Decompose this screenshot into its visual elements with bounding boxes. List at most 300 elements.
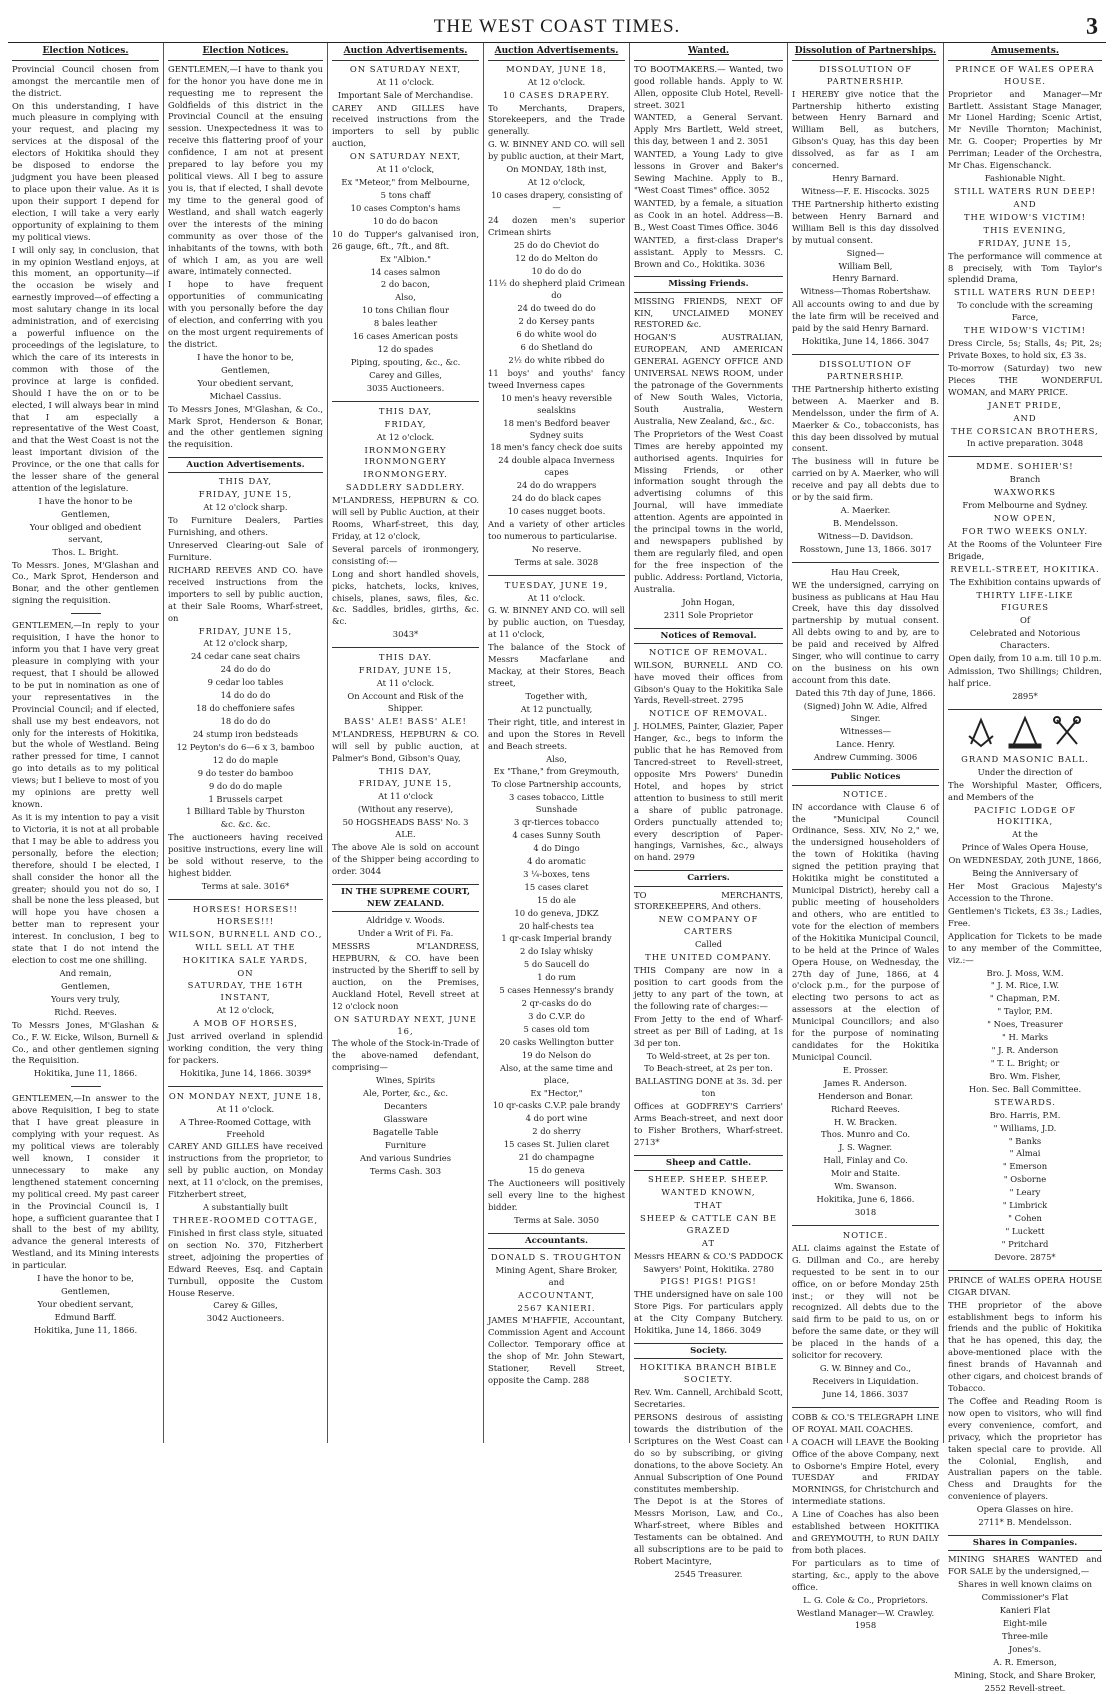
advert-line: A COACH will LEAVE the Booking Office of the above Company, next to Osborne's Empire Hotel, every TUESDAY and FRIDAY MORNINGS, for Christchurch and intermediate stations.	[792, 1436, 939, 1507]
advert-line: 2711* B. Mendelsson.	[978, 1517, 1072, 1528]
advert-line: THIRTY LIFE-LIKE	[976, 589, 1074, 600]
advert-line: 6 do white wool do	[516, 329, 597, 340]
advert-line: Finished in first class style, situated on section No. 370, Fitzherbert street, adjoining the properties of Edward Reeves, Esq. and Captain Turnbull, opposite the Custom House Reserve.	[168, 1227, 323, 1298]
advert-line: " H. Marks	[1001, 1032, 1049, 1043]
advert-line: A. Maerker.	[840, 505, 891, 516]
advert-line: At 11 o'clock.	[216, 1103, 275, 1114]
advert-line: At 12 o'clock.	[527, 76, 586, 87]
advert-line: THIS DAY,	[378, 405, 433, 416]
column-election-notices-2	[164, 43, 328, 1443]
advert-line: IRONMONGERY.	[363, 469, 448, 480]
advert-line: " Almai	[1009, 1148, 1041, 1159]
advert-line: Kanieri Flat	[999, 1604, 1051, 1615]
advert-line: 15 cases St. Julien claret	[503, 1139, 610, 1150]
advert	[488, 64, 625, 569]
advert	[634, 1362, 783, 1581]
advert-line: At 12 o'clock.	[376, 431, 435, 442]
advert-line: Shares in well known claims on	[957, 1579, 1093, 1590]
advert-line: TO BOOTMAKERS.— Wanted, two good rollable hands. Apply to W. Allen, opposite Club Hotel, Revell-street. 3021	[634, 63, 783, 110]
advert-line: Long and short handled shovels, picks, hatchets, locks, knives, chisels, planes, saws, files, &c. &c. Saddles, bridles, girths, &c. &c.	[332, 568, 479, 627]
section-heading: Notices of Removal.	[634, 628, 783, 644]
advert-line: NOW OPEN,	[993, 513, 1057, 524]
section-heading: IN THE SUPREME COURT, NEW ZEALAND.	[332, 884, 479, 912]
advert-line: 21 do champagne	[518, 1152, 595, 1163]
advert-line: The Coffee and Reading Room is now open to visitors, who will find every convenience, comfort, and privacy, which the proprietor has taken special care to provide. All the Colonial, English, and Australian papers on the table. Chess and Draughts for the convenience of players.	[948, 1395, 1102, 1502]
advert-line: At 12 o'clock,	[527, 177, 586, 188]
advert-line: 2311 Sole Proprietor	[663, 609, 754, 620]
advert-line: Michael Cassius.	[209, 390, 282, 401]
advert-line: THE undersigned have on sale 100 Store Pigs. For particulars apply at the City Company Butchery. Hokitika, June 14, 1866. 3049	[634, 1289, 783, 1336]
advert-line: To conclude with the screaming Farce,	[957, 300, 1093, 323]
advert-line: Application for Tickets to be made to any member of the Committee, viz.:—	[948, 930, 1102, 965]
advert-line: FRIDAY, JUNE 15,	[198, 625, 293, 636]
column-election-notices-1	[8, 43, 164, 1443]
advert-line: G. W. BINNEY AND CO. will sell by public auction, at their Mart,	[488, 139, 625, 162]
advert-line: M'LANDRESS, HEPBURN & CO. will sell by public auction, at Palmer's Bond, Gibson's Quay,	[332, 728, 479, 763]
advert-line: From Jetty to the end of Wharf-street as per Bill of Lading, at 1s 3d per ton.	[634, 1013, 783, 1048]
advert-line: 2552 Revell-street.	[984, 1682, 1066, 1693]
advert-line: Ex "Hector,"	[530, 1087, 583, 1098]
section-heading: Missing Friends.	[634, 276, 783, 292]
advert-line: Under the direction of	[977, 766, 1073, 777]
advert-line: Ex "Albion."	[379, 253, 432, 264]
advert-line: Hokitika, June 14, 1866. 3047	[801, 336, 930, 347]
advert-line: Ex "Meteor," from Melbourne,	[341, 177, 470, 188]
advert-line: " Luckett	[1005, 1225, 1045, 1236]
advert-line: Eight-mile	[1003, 1617, 1047, 1628]
advert-line: Hall, Finlay and Co.	[823, 1155, 908, 1166]
advert-line: FRIDAY, JUNE 15,	[358, 665, 453, 676]
advert-line: THE WIDOW'S VICTIM!	[963, 325, 1087, 336]
advert-line: 24 do do wrappers	[516, 480, 597, 491]
advert-line: HOKITIKA BRANCH BIBLE SOCIETY.	[639, 1362, 778, 1385]
advert-line: ON SATURDAY NEXT,	[349, 151, 462, 162]
advert-line: 3043*	[392, 629, 419, 640]
advert-line: Also,	[395, 292, 416, 303]
advert-line: JANET PRIDE,	[988, 399, 1062, 410]
advert-line: A Line of Coaches has also been established between HOKITIKA and GREYMOUTH, to RUN DAILY from both places.	[792, 1509, 939, 1555]
advert-line: THIS DAY,	[218, 476, 273, 487]
masonic-emblems	[965, 714, 1085, 750]
advert	[12, 1093, 159, 1336]
advert-line: Gentlemen,	[61, 508, 110, 519]
advert-line: HOGAN'S AUSTRALIAN, EUROPEAN, AND AMERICAN GENERAL AGENCY OFFICE AND UNIVERSAL NEWS ROOM, under the patronage of the Governments of New South Wales, Victoria, South Australia, Western Australia, New Zealand, &c., &c.	[634, 332, 783, 426]
advert-line: The auctioneers having received positive instructions, every line will be sold without reserve, to the highest bidder.	[168, 832, 323, 879]
advert-line: Terms at sale. 3016*	[201, 880, 290, 891]
advert	[948, 1275, 1102, 1529]
advert-line: Mining Agent, Share Broker, and	[495, 1264, 618, 1287]
advert-line: On this understanding, I have much pleasure in complying with your request, and placing my services at the disposal of the electors of Hokitika should they be disposed to endorse the judgment you have been pleased to place upon their value. As it is upon their support I depend for election, I will take a very early opportunity of explaining to them my political views.	[12, 100, 159, 242]
advert-line: At 12 o'clock,	[216, 1005, 275, 1016]
masonic-crossed-keys-icon	[1054, 717, 1080, 744]
advert-line: Being the Anniversary of	[972, 868, 1078, 879]
advert	[634, 890, 783, 1149]
advert-line: E. Prosser.	[842, 1064, 889, 1075]
advert-line: STILL WATERS RUN DEEP!	[954, 287, 1096, 298]
advert-line: 5 cases Hennessy's brandy	[499, 985, 614, 996]
advert	[948, 1554, 1102, 1694]
advert-line: Under a Writ of Fi. Fa.	[357, 928, 454, 939]
advert-line: 18 men's Bedford beaver Sydney suits	[503, 417, 610, 440]
advert	[634, 647, 783, 865]
advert-line: 24 stump iron bedsteads	[192, 728, 299, 739]
advert-line: PERSONS desirous of assisting towards the distribution of the Scriptures on the West Coast can do so by subscribing, or giving donations, to the above Society. An Annual Subscription of One Pound constitutes membership.	[634, 1411, 783, 1494]
advert-line: Signed—	[846, 247, 885, 258]
advert-line: SATURDAY, THE 16TH INSTANT,	[187, 980, 304, 1003]
advert-line: " Pritchard	[1001, 1238, 1049, 1249]
advert-line: 9 do do do maple	[208, 780, 283, 791]
advert-line: No reserve.	[531, 543, 582, 554]
advert-line: Carey & Gilles,	[213, 1300, 278, 1311]
masonic-temple-arch-icon	[1009, 718, 1041, 748]
advert-line: WILSON, BURNELL AND CO.,	[168, 928, 323, 939]
advert-line: Moir and Staite.	[830, 1168, 901, 1179]
advert-line: Ex "Thane," from Greymouth,	[493, 766, 620, 777]
advert-line: And remain,	[59, 967, 112, 978]
advert-line: SHEEP. SHEEP. SHEEP.	[648, 1174, 769, 1185]
advert-line: Andrew Cumming. 3006	[813, 751, 918, 762]
advert-line: FRIDAY, JUNE 15,	[358, 778, 453, 789]
advert-line: On WEDNESDAY, 20th JUNE, 1866,	[948, 855, 1102, 866]
advert-line: 10 CASES DRAPERY.	[502, 89, 610, 100]
advert-line: " T. L. Bright; or	[990, 1057, 1060, 1068]
advert-line: (Signed) John W. Adie, Alfred Singer.	[803, 700, 928, 723]
advert-line: 24 do do black capes	[511, 493, 602, 504]
advert-line: Fashionable Night.	[984, 173, 1066, 184]
advert	[332, 915, 479, 1177]
advert-line: GENTLEMEN,—I have to thank you for the honor you have done me in requesting me to represent the Goldfields of this district in the Provincial Council at the ensuing session. Unexpectedness it was to receive this flattering proof of your confidence, I am not at present prepared to lay before you my political views. All I beg to assure you is, that if elected, I shall devote my time to the general good of Westland, and shall watch eagerly over the interests of the mining community as over those of the inhabitants of the towns, with both of which I am, as you are well aware, intimately connected.	[168, 63, 323, 277]
advert-line: William Bell,	[838, 260, 893, 271]
column-heading: Dissolution of Partnerships.	[792, 43, 939, 61]
advert-line: 11½ do shepherd plaid Crimean do	[488, 278, 625, 301]
column-auction-1	[328, 43, 484, 1443]
advert-line: A. R. Emerson,	[993, 1656, 1057, 1667]
advert-line: 10 do do bacon	[373, 215, 438, 226]
advert-line: Her Most Gracious Majesty's Accession to the Throne.	[948, 881, 1102, 903]
advert-line: Richd. Reeves.	[54, 1006, 117, 1017]
advert-line: ON SATURDAY NEXT, JUNE 16,	[334, 1013, 477, 1036]
advert-line: Thos. Munro and Co.	[820, 1129, 911, 1140]
advert-line: Wm. Swanson.	[834, 1181, 897, 1192]
advert-line: NOTICE OF REMOVAL.	[648, 646, 769, 657]
advert-line: 2545 Treasurer.	[674, 1568, 743, 1579]
advert-line: HORSES! HORSES!! HORSES!!!	[193, 903, 298, 926]
advert-line: I have the honor to be,	[37, 1273, 134, 1284]
advert-line: Also,	[546, 753, 567, 764]
advert-line: &c. &c. &c.	[220, 819, 271, 830]
advert-line: WAXWORKS	[994, 487, 1056, 498]
advert-line: Witnesses—	[839, 725, 892, 736]
advert-line: 2 do Kersey pants	[518, 316, 595, 327]
advert-line: J. S. Wagner.	[838, 1142, 893, 1153]
masthead	[8, 0, 1106, 43]
advert-line: Aldridge v. Woods.	[366, 915, 445, 926]
advert-line: Ale, Porter, &c., &c.	[362, 1088, 448, 1099]
advert-line: MONDAY, JUNE 18,	[506, 63, 607, 74]
advert-line: Commissioner's Flat	[981, 1592, 1069, 1603]
advert-line: FRIDAY,	[384, 418, 427, 429]
column-amusements	[944, 43, 1106, 1693]
advert-line: Glassware	[383, 1114, 428, 1124]
advert-line: NEW COMPANY OF CARTERS	[658, 914, 759, 937]
advert	[332, 652, 479, 878]
advert-line: I have the honor to be	[38, 495, 133, 506]
advert-line: To close Partnership accounts,	[491, 779, 622, 790]
advert-line: 3018	[854, 1207, 877, 1218]
advert-line: I have the honor to be,	[197, 351, 294, 362]
advert-line: 15 do geneva	[528, 1165, 585, 1176]
advert-line: Furniture	[385, 1139, 426, 1150]
advert-line: FIGURES	[1000, 602, 1050, 613]
advert	[948, 64, 1102, 451]
advert-line: I hope to have frequent opportunities of communicating with you personally before the day of election, and conferring with you on the most urgent requirements of the district.	[168, 279, 323, 349]
advert-line: 4 cases Sunny South	[512, 830, 601, 841]
advert-line: RICHARD REEVES AND CO. have received instructions from the importers to sell by public auction, at their Sale Rooms, Wharf-street, on	[168, 564, 323, 623]
advert-line: At 11 o'clock	[378, 791, 433, 802]
advert-line: THE WIDOW'S VICTIM!	[963, 211, 1087, 222]
newspaper-title: THE WEST COAST TIMES.	[433, 16, 681, 37]
advert-line: " Osborne	[1003, 1174, 1047, 1185]
advert-line: 3 ¼-boxes, tens	[523, 868, 590, 879]
advert-line: 2 do Islay whisky	[519, 946, 594, 957]
section-heading: Carriers.	[634, 870, 783, 886]
advert-line: H. W. Bracken.	[833, 1116, 898, 1127]
advert-line: " Taylor, P.M.	[997, 1006, 1053, 1017]
advert-line: JAMES M'HAFFIE, Accountant, Commission Agent and Account Collector. Temporary office at the shop of Mr. John Stewart, Stationer, Revell Street, opposite the Camp. 288	[488, 1315, 625, 1386]
advert-line: Lance. Henry.	[836, 738, 895, 749]
advert-line: " Leary	[1009, 1187, 1041, 1198]
advert-line: 20 casks Wellington butter	[499, 1036, 614, 1047]
advert-line: 10 cases Compton's hams	[350, 202, 461, 213]
advert-line: 18 do do do	[220, 715, 271, 726]
advert-line: Together with,	[525, 690, 588, 701]
advert-line: 11 boys' and youths' fancy tweed Inverness capes	[488, 367, 625, 390]
advert-line: 15 cases claret	[524, 881, 589, 892]
advert-line: REVELL-STREET, HOKITIKA.	[950, 563, 1100, 574]
advert-line: 50 HOGSHEADS BASS' No. 3 ALE.	[342, 817, 469, 840]
advert-line: STEWARDS.	[994, 1096, 1056, 1107]
advert-line: 1 Brussels carpet	[208, 793, 283, 804]
advert	[332, 406, 479, 642]
advert-line: Wines, Spirits	[375, 1075, 436, 1086]
advert-line: M'LANDRESS, HEPBURN & CO. will sell by Public Auction, at their Rooms, Wharf-street, this day, Friday, at 12 o'clock,	[332, 495, 479, 541]
advert-line: I HEREBY give notice that the Partnership hitherto existing between Henry Barnard and William Bell, as butchers, Gibson's Quay, has this day been dissolved, as far as I am concerned.	[792, 88, 939, 171]
advert-line: (Without any reserve),	[357, 804, 454, 815]
advert-line: Bro. Harris, P.M.	[989, 1109, 1061, 1120]
advert-line: For particulars as to time of starting, &c., apply to the above office.	[792, 1557, 939, 1592]
advert-line: The Worshipful Master, Officers, and Members of the	[948, 779, 1102, 802]
advert-line: 12 do do Melton do	[515, 252, 598, 263]
advert-line: AND	[1013, 198, 1037, 209]
advert-line: THIS DAY.	[378, 652, 433, 663]
advert-line: THREE-ROOMED COTTAGE,	[172, 1215, 319, 1226]
advert-line: From Melbourne and Sydney.	[962, 500, 1088, 511]
advert-line: MISSING FRIENDS, NEXT OF KIN, UNCLAIMED MONEY RESTORED &c.	[634, 295, 783, 330]
advert-line: PIGS! PIGS! PIGS!	[660, 1276, 757, 1287]
advert-line: The performance will commence at 8 precisely, with Tom Taylor's splendid Drama,	[948, 250, 1102, 285]
advert-line: WILSON, BURNELL AND CO. have moved their offices from Gibson's Quay to the Hokitika Sale Yards, Revell-street. 2795	[634, 659, 783, 706]
advert-line: At 12 punctually,	[520, 703, 593, 714]
advert-line: 3 qr-tierces tobacco	[514, 817, 599, 828]
advert-line: As it is my intention to pay a visit to Victoria, it is not at all probable that I may be able to address you personally, before the election; therefore, should I be elected, I shall consider the honor all the greater; should you not do so, I shall be none the less pleased, but will hope you have chosen a better man to represent your interest. In conclusion, I beg to state that I do not intend the election to cost me one shilling.	[12, 812, 159, 966]
advert-line: Henry Barnard.	[832, 173, 899, 184]
advert-line: WANTED, a Young Lady to give lessons in Grover and Baker's Sewing Machine. Apply to B., "West Coast Times" office. 3052	[634, 149, 783, 195]
advert	[792, 1230, 939, 1401]
advert-line: 3042 Auctioneers.	[206, 1313, 285, 1324]
advert-line: THIS Company are now in a position to cart goods from the jetty to any part of the town, at the following rate of charges:—	[634, 965, 783, 1011]
advert-line: 2 qr-casks do do	[521, 998, 592, 1009]
advert-line: 10 tons Chilian flour	[362, 305, 449, 316]
advert-line: WANTED KNOWN,	[661, 1187, 756, 1198]
advert-line: CAREY AND GILLES have received instructions from the proprietor, to sell by public auction, on Monday next, at 11 o'clock, on the premises, Fitzherbert street,	[168, 1141, 323, 1200]
advert-line: Dated this 7th day of June, 1866.	[795, 687, 936, 698]
advert-line: " Williams, J.D.	[993, 1122, 1057, 1133]
advert-line: Called	[694, 939, 723, 950]
advert-line: To Weld-street, at 2s per ton.	[646, 1050, 771, 1061]
advert-line: Westland Manager—W. Crawley. 1958	[796, 1607, 935, 1630]
advert-line: 5 do Saucell do	[523, 959, 590, 970]
advert-line: 10 do do do	[531, 265, 582, 276]
advert-line: 5 tons chaff	[380, 189, 431, 200]
advert-line: ACCOUNTANT,	[518, 1289, 595, 1300]
advert-line: 8 bales leather	[373, 318, 438, 329]
advert-line: To Furniture Dealers, Parties Furnishing, and others.	[168, 515, 323, 538]
column-wanted	[630, 43, 788, 1579]
masonic-square-compass-icon	[969, 720, 993, 746]
advert-line: To Messrs. Jones, M'Glashan and Co., Mark Sprot, Henderson and Bonar, and the other gentlemen signing the requisition.	[12, 559, 159, 606]
advert-line: " Chapman, P.M.	[989, 993, 1061, 1004]
advert-line: 4 do Dingo	[533, 843, 580, 853]
advert-line: And a variety of other articles too numerous to particularise.	[488, 518, 625, 541]
advert-line: 2 do bacon,	[380, 279, 431, 290]
advert-line: James R. Anderson.	[824, 1077, 907, 1088]
advert-line: Provincial Council chosen from amongst the mercantile men of the district.	[12, 63, 159, 98]
advert-line: Hokitika, June 14, 1866. 3039*	[179, 1067, 312, 1078]
advert	[12, 620, 159, 1080]
advert-line: At the	[1012, 829, 1038, 840]
advert-line: To-morrow (Saturday) two new Pieces THE WONDERFUL WOMAN, and MARY PRICE.	[948, 362, 1102, 397]
advert-line: Bagatelle Table	[372, 1126, 439, 1137]
advert-line: BALLASTING DONE at 3s. 3d. per ton	[635, 1076, 782, 1099]
advert-line: 24 do tweed do do	[517, 303, 596, 314]
advert-line: Henderson and Bonar.	[817, 1090, 914, 1101]
advert-line: Witness—D. Davidson.	[817, 530, 914, 541]
advert-line: Terms Cash. 303	[369, 1165, 442, 1176]
advert-line: PRINCE of WALES OPERA HOUSE CIGAR DIVAN.	[948, 1274, 1102, 1297]
advert-line: At the Rooms of the Volunteer Fire Brigade,	[948, 538, 1102, 561]
advert	[634, 1174, 783, 1337]
advert-line: 2567 KANIERI.	[517, 1302, 596, 1313]
advert-line: 10 do Tupper's galvanised iron, 26 gauge, 6ft., 7ft., and 8ft.	[332, 228, 479, 251]
advert-line: On Account and Risk of the Shipper.	[347, 691, 464, 713]
advert-line: 10 men's heavy reversible sealskins	[501, 392, 612, 415]
advert-line: Your obedient servant,	[197, 377, 294, 388]
advert	[634, 296, 783, 622]
advert-line: Celebrated and Notorious Characters.	[969, 628, 1081, 651]
advert-line: Devore. 2875*	[994, 1251, 1056, 1262]
advert-line: L. G. Cole & Co., Proprietors.	[803, 1594, 928, 1605]
advert-line: " Cohen	[1008, 1213, 1042, 1224]
advert-line: John Hogan,	[682, 596, 735, 607]
advert-line: 1 qr-cask Imperial brandy	[501, 933, 612, 944]
advert-line: 2½ do white ribbed do	[508, 354, 605, 365]
advert-line: 24 cedar cane seat chairs	[190, 651, 300, 662]
advert-line: FOR TWO WEEKS ONLY.	[961, 525, 1089, 536]
advert-line: " Limbrick	[1002, 1200, 1048, 1211]
advert-line: Open daily, from 10 a.m. till 10 p.m.	[948, 653, 1102, 664]
advert-line: Decanters	[383, 1101, 428, 1112]
advert-line: Witness—F. E. Hiscocks. 3025	[801, 185, 930, 196]
advert-line: 3 cases tobacco, Little Sunshade	[508, 792, 604, 815]
advert-line: Jones's.	[1008, 1643, 1042, 1654]
advert-line: At 12 o'clock sharp.	[203, 502, 288, 513]
advert-line: 10 cases nugget boots.	[507, 506, 606, 517]
advert-line: " J. M. Rice, I.W.	[990, 980, 1060, 991]
advert-line: 24 double alpaca Inverness capes	[498, 455, 615, 478]
page-number: 3	[1086, 14, 1098, 40]
advert	[332, 64, 479, 395]
advert-line: 25 do do Cheviot do	[513, 239, 600, 250]
advert-line: NOTICE OF REMOVAL.	[648, 708, 769, 719]
advert	[948, 461, 1102, 703]
advert	[168, 476, 323, 892]
advert-line: ON	[237, 967, 254, 978]
column-dissolution	[788, 43, 944, 1630]
advert-line: MDME. SOHIER'S!	[976, 461, 1074, 472]
advert-line: Gentlemen's Tickets, £3 3s.; Ladies, Free.	[948, 905, 1102, 928]
advert-line: And various Sundries	[359, 1152, 452, 1163]
advert-line: WANTED, a first-class Draper's assistant. Apply to Messrs. C. Brown and Co., Hokitika. 3036	[634, 234, 783, 269]
advert-line: 14 cases salmon	[370, 266, 441, 277]
advert-line: 12 Peyton's do 6—6 x 3, bamboo	[176, 741, 315, 752]
advert-line: 3 do C.V.P. do	[528, 1010, 585, 1021]
advert-line: 2895*	[1012, 690, 1038, 701]
advert	[792, 1412, 939, 1632]
advert-line: 18 do cheffoniere safes	[196, 703, 295, 714]
advert-line: All accounts owing to and due by the late firm will be received and paid by the said Henry Barnard.	[792, 299, 939, 334]
advert-line: THE proprietor of the above establishment begs to inform his friends and the public of Hokitika that he has opened, this day, the above-mentioned place with the finest brands of Havannah and other cigars, and choicest brands of Tobacco.	[948, 1299, 1102, 1394]
advert-line: A Three-Roomed Cottage, with Freehold	[179, 1116, 312, 1139]
column-heading: Election Notices.	[12, 43, 159, 61]
advert	[168, 1091, 323, 1326]
advert-line: Branch	[1009, 474, 1041, 485]
advert	[168, 904, 323, 1080]
advert-line: WILL SELL AT THE	[195, 941, 296, 952]
advert-line: Several parcels of ironmongery, consisting of:—	[332, 543, 479, 566]
advert-line: ON SATURDAY NEXT,	[349, 63, 462, 74]
advert-line: HOKITIKA SALE YARDS,	[182, 954, 309, 965]
advert-line: WE the undersigned, carrying on business as publicans at Hau Hau Creek, have this day dissolved partnership by mutual consent. All debts owing to and by, are to be paid and received by Alfred Singer, who will continue to carry on the business on his own account from this date.	[792, 579, 939, 686]
advert-line: G. W. BINNEY AND CO. will sell by public auction, on Tuesday, at 11 o'clock,	[488, 605, 625, 640]
advert-line: " Noes, Treasurer	[987, 1019, 1063, 1030]
advert-line: Prince of Wales Opera House,	[961, 842, 1089, 853]
advert-line: MINING SHARES WANTED and FOR SALE by the undersigned,—	[948, 1554, 1102, 1577]
advert-line: Thos. L. Bright.	[52, 546, 119, 557]
advert-line: CAREY AND GILLES have received instructions from the importers to sell by public auction,	[332, 102, 479, 149]
advert-line: 1 do rum	[537, 972, 576, 983]
advert-line: At 11 o'clock.	[376, 76, 435, 87]
advert-line: IN accordance with Clause 6 of the "Municipal Council Ordinance, Sess. XIV, No 2," we, the undersigned householders of the town of Hokitika (having signed the petition praying that Hokitika might be constituted a Municipal District), hereby call a public meeting of householders and others, who are entitled to vote for the election of members of the Hokitika Municipal Council, to be held at the Prince of Wales Opera House, on Wednesday, the 27th day of June, 1866, at 4 o'clock p.m., for the purpose of electing two persons to act as assessors at the election of Municipal Councillors; and also for the purpose of nominating candidates for the Hokitika Municipal Council.	[792, 801, 939, 1062]
advert-line: 6 do Shetland do	[520, 342, 593, 353]
advert-line: 20 half-chests tea	[519, 920, 594, 931]
section-heading: Accountants.	[488, 1233, 625, 1249]
advert-line: Receivers in Liquidation.	[812, 1376, 919, 1386]
advert-line: The balance of the Stock of Messrs Macfarlane and Mackay, at their Stores, Beach street,	[488, 642, 625, 689]
advert-line: Edmund Barff.	[54, 1311, 117, 1322]
advert-line: TO MERCHANTS, STOREKEEPERS, And others.	[634, 889, 783, 912]
advert-line: " J. R. Anderson	[991, 1045, 1059, 1056]
advert-line: 18 men's fancy check doe suits	[490, 442, 623, 453]
